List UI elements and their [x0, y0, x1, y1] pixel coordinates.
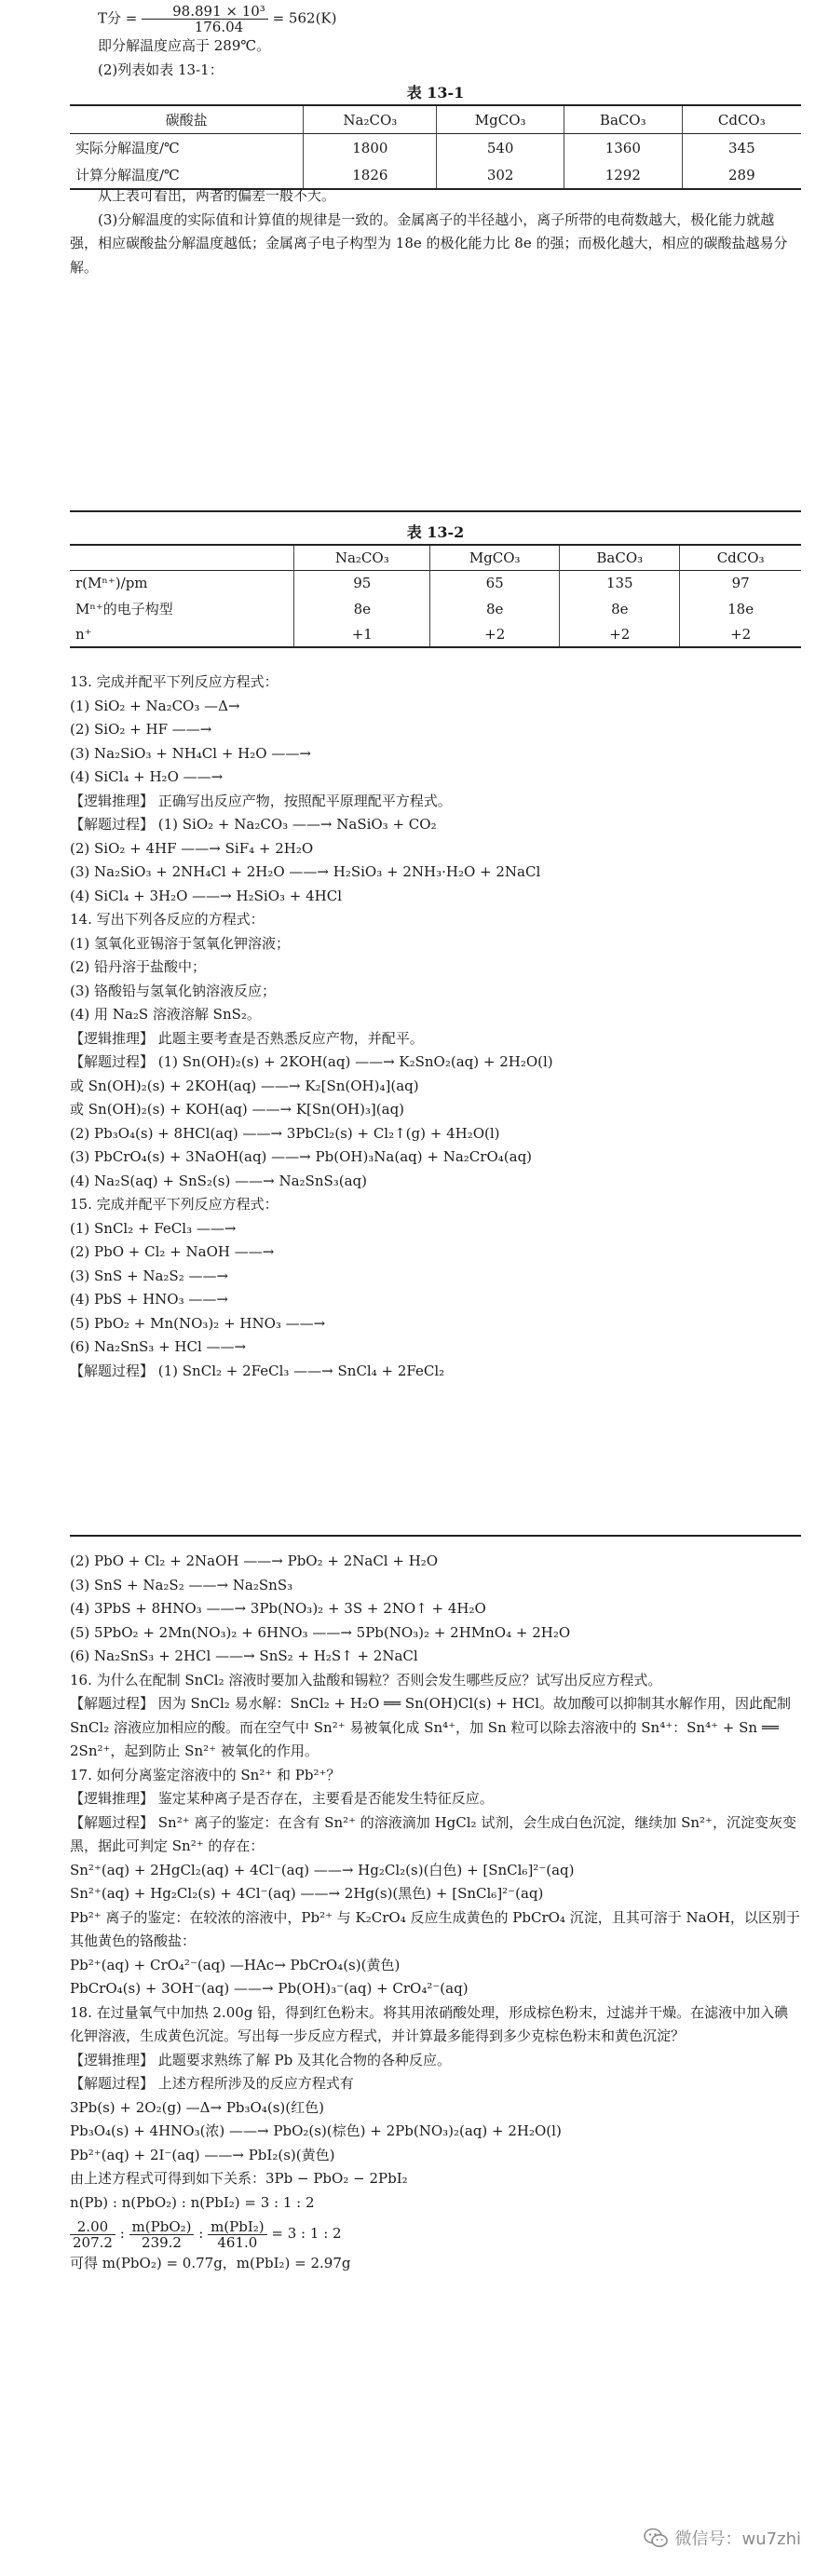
watermark	[644, 2526, 801, 2550]
table-13-1	[70, 82, 801, 190]
table-row	[70, 622, 801, 647]
equation-line: (2) PbO + Cl₂ + 2NaOH ——→ PbO₂ + 2NaCl + H₂O	[70, 1552, 439, 1569]
equation-line: (6) Na₂SnS₃ + HCl ——→	[70, 1338, 247, 1355]
text-line: 由上述方程式可得到如下关系：3Pb − PbO₂ − 2PbI₂	[70, 2170, 408, 2187]
solution-line: 【解题过程】 (1) SnCl₂ + 2FeCl₃ ——→ SnCl₄ + 2FeCl₂	[70, 1362, 445, 1379]
equation-line: (2) Pb₃O₄(s) + 8HCl(aq) ——→ 3PbCl₂(s) + Cl₂↑(g) + 4H₂O(l)	[70, 1124, 500, 1142]
formula-denominator: 176.04	[194, 19, 244, 34]
table-row	[70, 571, 801, 596]
equation-line: (2) PbO + Cl₂ + NaOH ——→	[70, 1243, 275, 1260]
fraction	[208, 2219, 267, 2250]
table-cell: 97	[680, 571, 801, 596]
table-cell: Mⁿ⁺的电子构型	[75, 601, 173, 617]
table-row	[70, 134, 801, 162]
fraction	[129, 2219, 195, 2250]
final-answer: 可得 m(PbO₂) = 0.77g，m(PbI₂) = 2.97g	[70, 2255, 351, 2271]
reasoning-line: 【逻辑推理】 正确写出反应产物，按照配平原理配平方程式。	[70, 792, 452, 809]
formula-fraction	[142, 4, 268, 34]
equation-line: (3) PbCrO₄(s) + 3NaOH(aq) ——→ Pb(OH)₃Na(aq) + Na₂CrO₄(aq)	[70, 1148, 533, 1165]
formula-numerator: 98.891 × 10³	[142, 4, 268, 20]
table-cell: +2	[680, 622, 801, 647]
reasoning-line: 【逻辑推理】 鉴定某种离子是否存在，主要看是否能发生特征反应。	[70, 1790, 494, 1807]
text-line: (2)列表如表 13-1：	[98, 61, 224, 78]
table-caption: 表 13-1	[406, 84, 465, 102]
fraction	[70, 2219, 116, 2250]
equation-line: PbCrO₄(s) + 3OH⁻(aq) ——→ Pb(OH)₃⁻(aq) + CrO₄²⁻(aq)	[70, 1980, 469, 1997]
wechat-icon	[644, 2528, 668, 2548]
equation-line: (2) SiO₂ + 4HF ——→ SiF₄ + 2H₂O	[70, 839, 314, 857]
reasoning-line: 【逻辑推理】 此题主要考查是否熟悉反应产物，并配平。	[70, 1029, 424, 1047]
equation-line: (3) SnS + Na₂S₂ ——→ Na₂SnS₃	[70, 1576, 293, 1593]
table-cell: +1	[294, 622, 430, 647]
text-paragraph: (3)分解温度的实际值和计算值的规律是一致的。金属离子的半径越小，离子所带的电荷数越大，极化能力就越强，相应碳酸盐分解温度越低；金属离子电子构型为 18e 的极化能力比 8e 的强；而极化越大，相应的碳酸盐越易分解。	[70, 210, 788, 276]
question-title: 16. 为什么在配制 SnCl₂ 溶液时要加入盐酸和锡粒？否则会发生哪些反应？试写出反应方程式。	[70, 1671, 662, 1688]
table-header-cell	[70, 545, 294, 571]
data-table	[70, 104, 801, 190]
question-title: 14. 写出下列各反应的方程式：	[70, 911, 265, 928]
solution-line: 【解题过程】 (1) SiO₂ + Na₂CO₃ ——→ NaSiO₃ + CO₂	[70, 816, 437, 833]
data-table	[70, 544, 801, 648]
table-cell: 8e	[294, 595, 430, 622]
ratio-separator: :	[115, 2225, 129, 2242]
problems-15-18	[70, 1550, 801, 2276]
text-paragraph: Pb²⁺ 离子的鉴定：在较浓的溶液中，Pb²⁺ 与 K₂CrO₄ 反应生成黄色的 PbCrO₄ 沉淀，且其可溶于 NaOH，以区别于其他黄色的铬酸盐：	[70, 1908, 800, 1949]
equation-line: (4) 3PbS + 8HNO₃ ——→ 3Pb(NO₃)₂ + 3S + 2NO↑ + 4H₂O	[70, 1600, 486, 1617]
ratio-result: = 3 : 1 : 2	[266, 2225, 342, 2242]
equation-line: n(Pb) : n(PbO₂) : n(PbI₂) = 3 : 1 : 2	[70, 2193, 315, 2211]
equation-line: 或 Sn(OH)₂(s) + 2KOH(aq) ——→ K₂[Sn(OH)₄](aq)	[70, 1077, 419, 1094]
table-13-2	[70, 522, 801, 648]
table-cell: 95	[294, 571, 430, 596]
equation-line: (4) Na₂S(aq) + SnS₂(s) ——→ Na₂SnS₃(aq)	[70, 1172, 368, 1189]
fraction-denominator: 461.0	[217, 2233, 258, 2251]
table-cell: 135	[560, 571, 680, 596]
equation-line: 或 Sn(OH)₂(s) + KOH(aq) ——→ K[Sn(OH)₃](aq)	[70, 1101, 405, 1118]
equation-line: (3) Na₂SiO₃ + 2NH₄Cl + 2H₂O ——→ H₂SiO₃ + 2NH₃·H₂O + 2NaCl	[70, 863, 541, 880]
fraction-denominator: 239.2	[142, 2233, 182, 2251]
solution-line: 【解题过程】 上述方程所涉及的反应方程式有	[70, 2075, 354, 2092]
table-cell: +2	[560, 622, 680, 647]
equation-line: Pb²⁺(aq) + 2I⁻(aq) ——→ PbI₂(s)(黄色)	[70, 2146, 335, 2163]
equation-line: (1) SnCl₂ + FeCl₃ ——→	[70, 1219, 237, 1237]
table-header-cell: BaCO₃	[560, 545, 680, 571]
table-cell: 1826	[304, 161, 437, 189]
text-line: 从上表可看出，两者的偏差一般不大。	[98, 187, 336, 204]
table-cell: 1360	[564, 134, 683, 162]
question-title: 13. 完成并配平下列反应方程式：	[70, 673, 279, 690]
table-header-cell: CdCO₃	[680, 545, 801, 571]
fraction-numerator: 2.00	[70, 2219, 116, 2235]
table-cell: 8e	[430, 595, 560, 622]
table-caption: 表 13-2	[406, 523, 465, 541]
table-cell: n⁺	[75, 626, 92, 643]
table-row	[70, 595, 801, 622]
text-line: (2) 铅丹溶于盐酸中；	[70, 958, 207, 975]
table-header-cell: Na₂CO₃	[304, 105, 437, 134]
table-cell: +2	[430, 622, 560, 647]
equation-line: (3) Na₂SiO₃ + NH₄Cl + H₂O ——→	[70, 744, 311, 762]
ratio-separator: :	[194, 2225, 209, 2242]
equation-line: Sn²⁺(aq) + 2HgCl₂(aq) + 4Cl⁻(aq) ——→ Hg₂Cl₂(s)(白色) + [SnCl₆]²⁻(aq)	[70, 1861, 575, 1878]
question-title: 18. 在过量氧气中加热 2.00g 铅，得到红色粉末。将其用浓硝酸处理，形成棕色粉末，过滤并干燥。在滤液中加入碘化钾溶液，生成黄色沉淀。写出每一步反应方程式，并计算最多能得到多少克棕色粉末和黄色沉淀？	[70, 2003, 789, 2044]
equation-line: (4) SiCl₄ + H₂O ——→	[70, 768, 224, 785]
fraction-denominator: 207.2	[73, 2233, 113, 2251]
text-line: (3) 铬酸铅与氢氧化钠溶液反应；	[70, 982, 277, 999]
table-header-cell: Na₂CO₃	[294, 545, 430, 571]
fraction-numerator: m(PbO₂)	[129, 2219, 195, 2235]
watermark-text: 微信号：wu7zhi	[674, 2529, 801, 2549]
equation-line: (1) SiO₂ + Na₂CO₃ —Δ→	[70, 697, 240, 714]
table-header-cell: BaCO₃	[564, 105, 683, 134]
equation-line: (4) PbS + HNO₃ ——→	[70, 1291, 228, 1308]
formula-suffix: = 562(K)	[267, 9, 337, 27]
table-header-cell: MgCO₃	[437, 105, 564, 134]
table-cell: 1292	[564, 161, 683, 189]
question-title: 17. 如何分离鉴定溶液中的 Sn²⁺ 和 Pb²⁺？	[70, 1766, 341, 1783]
equation-line: (5) PbO₂ + Mn(NO₃)₂ + HNO₃ ——→	[70, 1314, 326, 1332]
table-header-row	[70, 545, 801, 571]
table-cell: 65	[430, 571, 560, 596]
text-line: 即分解温度应高于 289℃。	[98, 37, 271, 54]
table-header-cell: MgCO₃	[430, 545, 560, 571]
table-header-cell: CdCO₃	[682, 105, 801, 134]
question-title: 15. 完成并配平下列反应方程式：	[70, 1196, 279, 1213]
fraction-numerator: m(PbI₂)	[208, 2219, 267, 2235]
formula-line	[70, 4, 801, 34]
table-cell: 计算分解温度/℃	[75, 167, 180, 183]
table-cell: 实际分解温度/℃	[75, 140, 180, 156]
table-cell: 345	[682, 134, 801, 162]
table-cell: 540	[437, 134, 564, 162]
equation-line: 3Pb(s) + 2O₂(g) —Δ→ Pb₃O₄(s)(红色)	[70, 2098, 324, 2116]
table-cell: 8e	[560, 595, 680, 622]
table-header-cell: 碳酸盐	[165, 112, 208, 129]
reasoning-line: 【逻辑推理】 此题要求熟练了解 Pb 及其化合物的各种反应。	[70, 2051, 452, 2068]
equation-line: (2) SiO₂ + HF ——→	[70, 721, 212, 738]
equation-line: Sn²⁺(aq) + Hg₂Cl₂(s) + 4Cl⁻(aq) ——→ 2Hg(s)(黑色) + [SnCl₆]²⁻(aq)	[70, 1885, 544, 1902]
equation-line: (6) Na₂SnS₃ + 2HCl ——→ SnS₂ + H₂S↑ + 2NaCl	[70, 1647, 418, 1664]
equation-line: (3) SnS + Na₂S₂ ——→	[70, 1267, 229, 1284]
formula-prefix: T分 =	[98, 9, 143, 27]
text-line: (1) 氢氧化亚锡溶于氢氧化钾溶液；	[70, 934, 291, 952]
table-header-row	[70, 105, 801, 134]
table-cell: 302	[437, 161, 564, 189]
page-rule	[70, 1535, 801, 1537]
equation-line: Pb²⁺(aq) + CrO₄²⁻(aq) —HAc→ PbCrO₄(s)(黄色)	[70, 1956, 401, 1973]
solution-paragraph: 【解题过程】 因为 SnCl₂ 易水解：SnCl₂ + H₂O ══ Sn(OH)Cl(s) + HCl。故加酸可以抑制其水解作用，因此配制 SnCl₂ 溶液应加相应的酸。而在空气中 Sn²⁺ 易被氧化成 Sn⁴⁺，加 Sn 粒可以除去溶液中的 Sn⁴⁺：Sn⁴⁺ + Sn ══ 2Sn²⁺，起到防止 Sn²⁺ 被氧化的作用。	[70, 1695, 792, 1759]
table-cell: 289	[682, 161, 801, 189]
table-cell: r(Mⁿ⁺)/pm	[75, 575, 148, 591]
top-section	[70, 4, 801, 82]
table-cell: 1800	[304, 134, 437, 162]
problems-13-15	[70, 671, 801, 1383]
equation-line: (4) SiCl₄ + 3H₂O ——→ H₂SiO₃ + 4HCl	[70, 887, 343, 904]
analysis-section	[70, 184, 801, 279]
table-cell: 18e	[680, 595, 801, 622]
fraction-equation	[70, 2215, 801, 2252]
equation-line: (5) 5PbO₂ + 2Mn(NO₃)₂ + 6HNO₃ ——→ 5Pb(NO₃)₂ + 2HMnO₄ + 2H₂O	[70, 1623, 571, 1641]
solution-paragraph: 【解题过程】 Sn²⁺ 离子的鉴定：在含有 Sn²⁺ 的溶液滴加 HgCl₂ 试剂，会生成白色沉淀，继续加 Sn²⁺，沉淀变灰变黑，据此可判定 Sn²⁺ 的存在：	[70, 1813, 796, 1854]
solution-line: 【解题过程】 (1) Sn(OH)₂(s) + 2KOH(aq) ——→ K₂SnO₂(aq) + 2H₂O(l)	[70, 1053, 553, 1070]
text-line: (4) 用 Na₂S 溶液溶解 SnS₂。	[70, 1006, 261, 1023]
equation-line: Pb₃O₄(s) + 4HNO₃(浓) ——→ PbO₂(s)(棕色) + 2Pb(NO₃)₂(aq) + 2H₂O(l)	[70, 2122, 562, 2139]
page-rule	[70, 510, 801, 512]
